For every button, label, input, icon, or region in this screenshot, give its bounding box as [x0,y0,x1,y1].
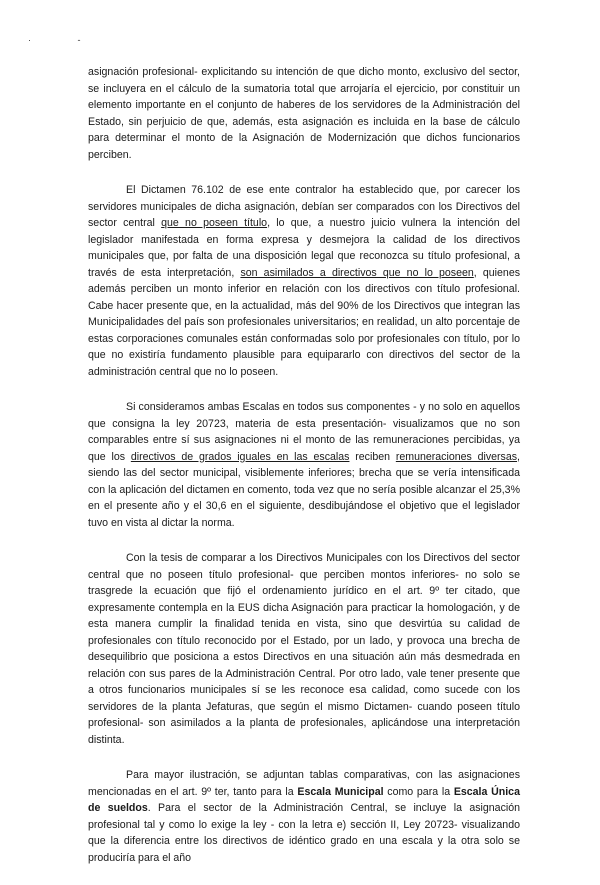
text-run: El Dictamen 76.102 de ese ente contralor ha establecido que, por carecer los servidores municipales de dicha asignación, debían ser comparados con los Directivos del sector central [88,184,520,229]
underlined-text: remuneraciones diversas [395,450,518,463]
text-run: Para mayor ilustración, se adjuntan tablas comparativas, con las asignaciones mencionadas en el art. 9º ter, tanto para la [88,769,520,798]
margin-marks: · - [28,35,103,45]
text-run: Si consideramos ambas Escalas en todos sus componentes - y no solo en aquellos que consigna la ley 20723, materia de esta presentación- visualizamos que no son comparables entre sí sus asignaciones ni el monto de las remuneraciones percibidas, ya que los [88,401,520,463]
text-run: asignación profesional- explicitando su intención de que dicho monto, exclusivo del sector, se incluyera en el cálculo de la sumatoria total que arrojaría el ejercicio, por constituir un elemento importante en el conjunto de haberes de los servidores de la Administración del Estado, sin perjuicio de que, además, esta asignación es incluida en la base de cálculo para determinar el monto de la Asignación de Modernización que dichos funcionarios perciben. [88,66,520,161]
paragraph-3 [88,399,520,531]
text-run: . Para el sector de la Administración Central, se incluye la asignación profesional tal y como lo exige la ley - con la letra e) sección II, Ley 20723- visualizando que la diferencia entre los directivos de idéntico grado en una escala y la otra solo se produciría para el año [88,802,520,864]
document-body [88,64,520,885]
bold-text: Escala Única de sueldos [88,785,520,814]
text-run: reciben [349,450,396,463]
text-run: , quienes además perciben un monto inferior en relación con los directivos con título profesional. Cabe hacer presente que, en la actualidad, más del 90% de los Directivos que integran las Municipalidades del país son profesionales universitarios; en realidad, un alto porcentaje de estas corporaciones comunales están conformadas solo por profesionales con título, por lo que no existiría fundamento plausible para equipararlo con directivos del sector de la administración central que no lo poseen. [88,266,521,378]
paragraph-1 [88,64,520,163]
paragraph-5 [88,767,520,866]
underlined-text: son asimilados a directivos que no lo poseen [240,266,474,279]
text-run: Con la tesis de comparar a los Directivos Municipales con los Directivos del sector central que no poseen título profesional- que perciben montos inferiores- no solo se trasgrede la ecuación que fijó el ordenamiento jurídico en el art. 9º ter citado, que expresamente contempla en la EUS dicha Asignación para practicar la homologación, y de esta manera cumplir la finalidad tenida en vista, sino que desvirtúa su calidad de profesionales con título reconocido por el Estado, por un lado, y provoca una brecha de desequilibrio que posiciona a estos Directivos en una situación aún más desmedrada en relación con sus pares de la Administración Central. Por otro lado, vale tener presente que a otros funcionarios municipales sí se les reconoce esa calidad, como sucede con los servidores de la planta Jefaturas, que según el mismo Dictamen- cuando poseen título profesional- son asimilados a la planta de profesionales, aplicándose una interpretación distinta. [88,552,520,746]
bold-text: Escala Municipal [297,785,384,798]
underlined-text: que no poseen título [161,217,268,229]
underlined-text: directivos de grados iguales en las escalas [130,450,350,463]
paragraph-4 [88,550,520,748]
text-run: , siendo las del sector municipal, visiblemente inferiores; brecha que se vería intensificada con la aplicación del dictamen en comento, toda vez que no sería posible alcanzar el 25,3% en el presente año y el 30,6 en el siguiente, desdibujándose el objetivo que el legislador tuvo en vista al dictar la norma. [88,450,520,529]
text-run: , lo que, a nuestro juicio vulnera la intención del legislador manifestada en forma expresa y desmejora la calidad de los directivos municipales que, por falta de una disposición legal que reconozca su título profesional, a través de esta interpretación, [88,217,520,279]
text-run: como para la [383,785,454,798]
paragraph-2 [88,182,520,380]
